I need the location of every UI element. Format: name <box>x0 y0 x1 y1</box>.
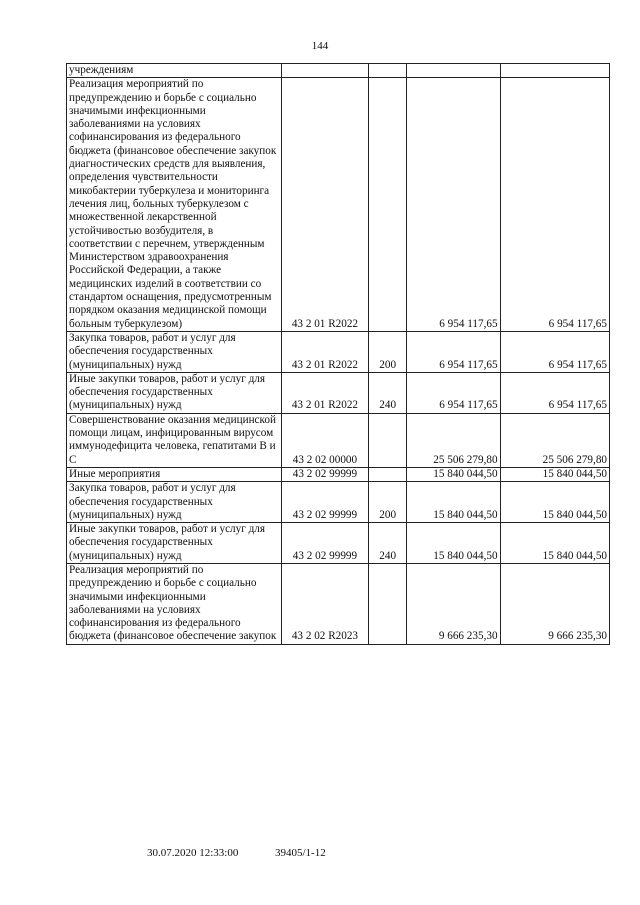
row-expense-type: 200 <box>369 482 407 523</box>
row-sum-2: 15 840 044,50 <box>500 482 609 523</box>
page-number: 144 <box>311 40 329 52</box>
table-row <box>67 64 610 78</box>
table-row <box>67 467 610 481</box>
table-row <box>67 482 610 523</box>
row-sum-1: 6 954 117,65 <box>407 78 500 332</box>
row-sum-1: 6 954 117,65 <box>407 331 500 372</box>
row-code: 43 2 02 99999 <box>281 523 368 564</box>
table-row <box>67 372 610 413</box>
row-code <box>281 64 368 78</box>
row-expense-type <box>369 64 407 78</box>
row-sum-1: 15 840 044,50 <box>407 523 500 564</box>
row-sum-1: 15 840 044,50 <box>407 467 500 481</box>
footer-datetime: 30.07.2020 12:33:00 <box>147 847 239 859</box>
row-expense-type <box>369 413 407 467</box>
row-expense-type <box>369 563 407 644</box>
row-sum-2: 6 954 117,65 <box>500 331 609 372</box>
row-expense-type: 240 <box>369 523 407 564</box>
row-name: учреждениям <box>67 64 282 78</box>
row-sum-2: 25 506 279,80 <box>500 413 609 467</box>
row-name: Реализация мероприятий по предупреждению и борьбе с социально значимыми инфекционными заболеваниями на условиях софинансирования из федерального бюджета (финансовое обеспечение закупок диагностических средств для выявления, определения чувствительности микобактерии туберкулеза и мониторинга лечения лиц, больных туберкулезом с множественной лекарственной устойчивостью возбудителя, в соответствии с перечнем, утвержденным Министерством здравоохранения Российской Федерации, а также медицинских изделий в соответствии со стандартом оснащения, предусмотренным порядком оказания медицинской помощи больным туберкулезом) <box>67 78 282 332</box>
row-expense-type <box>369 467 407 481</box>
row-sum-1 <box>407 64 500 78</box>
row-sum-2 <box>500 64 609 78</box>
table-row <box>67 523 610 564</box>
row-sum-1: 9 666 235,30 <box>407 563 500 644</box>
row-code: 43 2 02 R2023 <box>281 563 368 644</box>
row-expense-type: 200 <box>369 331 407 372</box>
row-expense-type <box>369 78 407 332</box>
row-code: 43 2 02 99999 <box>281 467 368 481</box>
row-sum-1: 6 954 117,65 <box>407 372 500 413</box>
table-row <box>67 331 610 372</box>
table-row <box>67 78 610 332</box>
footer-doc-number: 39405/1-12 <box>275 847 326 859</box>
row-sum-2: 9 666 235,30 <box>500 563 609 644</box>
row-code: 43 2 01 R2022 <box>281 78 368 332</box>
row-name: Совершенствование оказания медицинской помощи лицам, инфицированным вирусом иммунодефицита человека, гепатитами В и С <box>67 413 282 467</box>
row-name: Закупка товаров, работ и услуг для обеспечения государственных (муниципальных) нужд <box>67 482 282 523</box>
row-sum-2: 6 954 117,65 <box>500 78 609 332</box>
row-name: Иные закупки товаров, работ и услуг для обеспечения государственных (муниципальных) нужд <box>67 523 282 564</box>
row-sum-2: 15 840 044,50 <box>500 523 609 564</box>
budget-table <box>66 63 610 645</box>
row-name: Закупка товаров, работ и услуг для обеспечения государственных (муниципальных) нужд <box>67 331 282 372</box>
row-sum-1: 25 506 279,80 <box>407 413 500 467</box>
row-expense-type: 240 <box>369 372 407 413</box>
table-row <box>67 563 610 644</box>
row-sum-2: 6 954 117,65 <box>500 372 609 413</box>
row-code: 43 2 02 00000 <box>281 413 368 467</box>
row-name: Иные закупки товаров, работ и услуг для обеспечения государственных (муниципальных) нужд <box>67 372 282 413</box>
row-code: 43 2 01 R2022 <box>281 331 368 372</box>
row-sum-1: 15 840 044,50 <box>407 482 500 523</box>
row-code: 43 2 01 R2022 <box>281 372 368 413</box>
row-name: Реализация мероприятий по предупреждению и борьбе с социально значимыми инфекционными заболеваниями на условиях софинансирования из федерального бюджета (финансовое обеспечение закупок <box>67 563 282 644</box>
row-sum-2: 15 840 044,50 <box>500 467 609 481</box>
row-name: Иные мероприятия <box>67 467 282 481</box>
row-code: 43 2 02 99999 <box>281 482 368 523</box>
table-row <box>67 413 610 467</box>
